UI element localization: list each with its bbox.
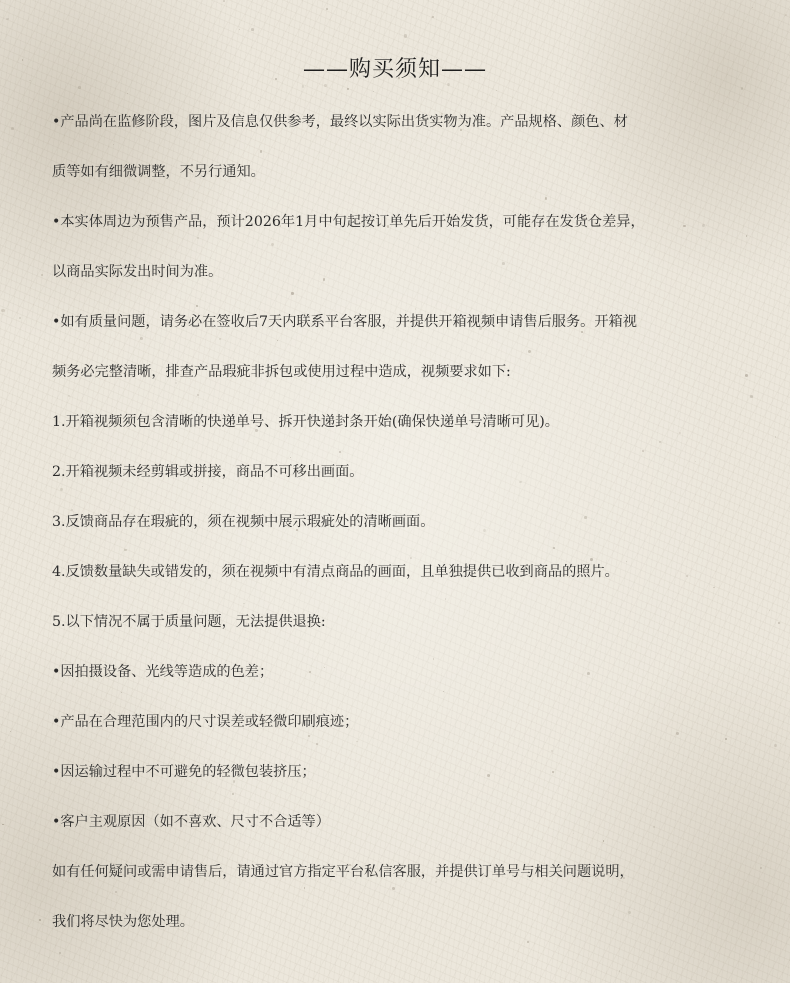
paper-speck bbox=[760, 867, 762, 869]
paper-speck bbox=[19, 317, 21, 319]
paper-speck bbox=[41, 274, 43, 276]
paper-speck bbox=[745, 374, 748, 377]
paper-speck bbox=[752, 7, 754, 9]
paper-speck bbox=[326, 8, 328, 10]
paper-speck bbox=[775, 436, 776, 437]
non-quality-item: •因运输过程中不可避免的轻微包装挤压； bbox=[52, 764, 316, 780]
notice-body bbox=[52, 104, 742, 954]
paper-speck bbox=[432, 16, 434, 18]
paper-speck bbox=[741, 87, 743, 89]
video-requirement-2: 2.开箱视频未经剪辑或拼接，商品不可移出画面。 bbox=[52, 464, 364, 480]
non-quality-item: •客户主观原因（如不喜欢、尺寸不合适等） bbox=[52, 814, 330, 830]
notice-line: •产品尚在监修阶段，图片及信息仅供参考，最终以实际出货实物为准。产品规格、颜色、材 bbox=[52, 114, 628, 130]
paper-speck bbox=[223, 0, 225, 2]
notice-line: 以商品实际发出时间为准。 bbox=[52, 264, 223, 280]
notice-line: •本实体周边为预售产品，预计2026年1月中旬起按订单先后开始发货，可能存在发货仓差异， bbox=[52, 214, 645, 230]
paper-speck bbox=[619, 970, 620, 971]
paper-speck bbox=[2, 824, 3, 825]
paper-speck bbox=[39, 919, 40, 920]
paper-speck bbox=[774, 744, 777, 747]
paper-speck bbox=[78, 86, 80, 88]
notice-line: 频务必完整清晰，排查产品瑕疵非拆包或使用过程中造成，视频要求如下: bbox=[52, 364, 511, 380]
paper-speck bbox=[785, 14, 787, 16]
paper-speck bbox=[10, 731, 11, 732]
non-quality-item: •产品在合理范围内的尺寸误差或轻微印刷痕迹； bbox=[52, 714, 359, 730]
paper-speck bbox=[251, 28, 254, 31]
notice-line: •如有质量问题，请务必在签收后7天内联系平台客服，并提供开箱视频申请售后服务。开箱视 bbox=[52, 314, 637, 330]
contact-note: 我们将尽快为您处理。 bbox=[52, 914, 194, 930]
non-quality-item: •因拍摄设备、光线等造成的色差； bbox=[52, 664, 274, 680]
paper-speck bbox=[373, 91, 375, 93]
contact-note: 如有任何疑问或需申请售后，请通过官方指定平台私信客服，并提供订单号与相关问题说明， bbox=[52, 864, 634, 880]
paper-speck bbox=[404, 34, 407, 37]
page-title: ——购买须知—— bbox=[302, 57, 487, 82]
paper-speck bbox=[347, 88, 349, 90]
paper-speck bbox=[750, 395, 753, 398]
paper-speck bbox=[778, 622, 780, 624]
video-requirement-1: 1.开箱视频须包含清晰的快递单号、拆开快递封条开始(确保快递单号清晰可见)。 bbox=[52, 414, 559, 430]
paper-speck bbox=[127, 93, 128, 94]
paper-speck bbox=[769, 610, 770, 611]
non-quality-issue-heading: 5.以下情况不属于质量问题，无法提供退换: bbox=[52, 614, 326, 630]
video-requirement-4: 4.反馈数量缺失或错发的，须在视频中有清点商品的画面，且单独提供已收到商品的照片。 bbox=[52, 564, 619, 580]
paper-speck bbox=[6, 18, 8, 20]
paper-speck bbox=[239, 29, 240, 30]
paper-speck bbox=[496, 90, 498, 92]
paper-speck bbox=[324, 84, 327, 87]
paper-speck bbox=[11, 127, 14, 130]
paper-speck bbox=[746, 235, 748, 237]
paper-speck bbox=[447, 83, 450, 86]
notice-line: 质等如有细微调整，不另行通知。 bbox=[52, 164, 265, 180]
paper-speck bbox=[258, 100, 259, 101]
video-requirement-3: 3.反馈商品存在瑕疵的，须在视频中展示瑕疵处的清晰画面。 bbox=[52, 514, 435, 530]
paper-speck bbox=[1, 309, 4, 312]
paper-speck bbox=[302, 85, 304, 87]
